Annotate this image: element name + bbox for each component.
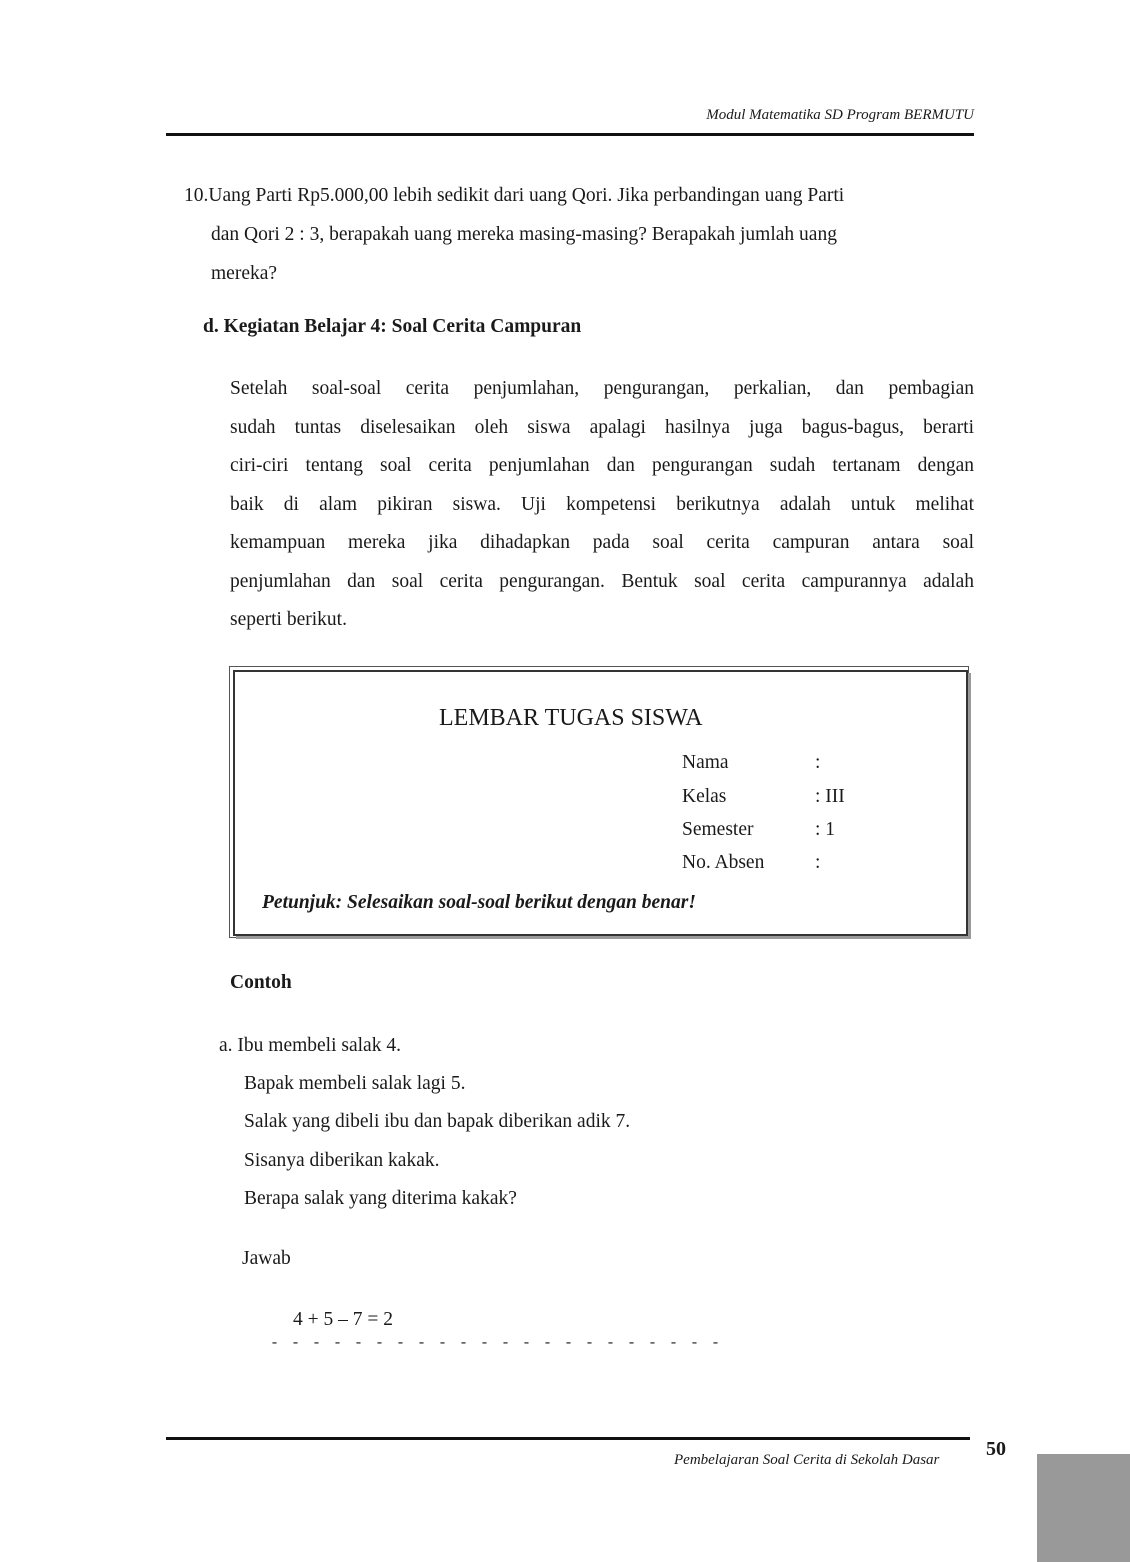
header-rule <box>166 133 974 136</box>
paragraph-line: baik di alam pikiran siswa. Uji kompetensi berikutnya adalah untuk melihat <box>230 493 974 515</box>
question-10 <box>184 176 844 293</box>
field-value: : 1 <box>815 819 836 840</box>
running-header: Modul Matematika SD Program BERMUTU <box>706 107 974 123</box>
field-kelas <box>682 786 845 808</box>
answer-dashes: - - - - - - - - - - - - - - - - - - - - - - <box>270 1335 722 1352</box>
page-edge-tab <box>1037 1454 1130 1562</box>
field-value: : <box>815 752 821 773</box>
problem-line: a. Ibu membeli salak 4. <box>219 1035 401 1056</box>
field-nama <box>682 752 820 774</box>
answer-equation: 4 + 5 – 7 = 2 <box>293 1309 393 1330</box>
page-number: 50 <box>986 1438 1006 1460</box>
question-10-line: 10.Uang Parti Rp5.000,00 lebih sedikit dari uang Qori. Jika perbandingan uang Parti <box>184 185 845 206</box>
example-heading: Contoh <box>230 972 292 993</box>
field-semester <box>682 819 835 841</box>
field-label: Semester <box>682 819 754 840</box>
paragraph-line: penjumlahan dan soal cerita pengurangan. Bentuk soal cerita campurannya adalah <box>230 570 974 592</box>
problem-line: Sisanya diberikan kakak. <box>244 1150 440 1171</box>
question-10-line: dan Qori 2 : 3, berapakah uang mereka masing-masing? Berapakah jumlah uang <box>211 224 837 245</box>
footer-rule <box>166 1437 970 1440</box>
paragraph-line: sudah tuntas diselesaikan oleh siswa apalagi hasilnya juga bagus-bagus, berarti <box>230 416 974 438</box>
paragraph-line: kemampuan mereka jika dihadapkan pada soal cerita campuran antara soal <box>230 532 974 553</box>
running-footer: Pembelajaran Soal Cerita di Sekolah Dasar <box>674 1452 940 1468</box>
problem-line: Berapa salak yang diterima kakak? <box>244 1188 517 1209</box>
field-label: Nama <box>682 752 729 773</box>
section-heading: d. Kegiatan Belajar 4: Soal Cerita Campuran <box>203 316 582 337</box>
field-label: Kelas <box>682 786 727 807</box>
problem-line: Bapak membeli salak lagi 5. <box>244 1073 466 1094</box>
paragraph-line: ciri-ciri tentang soal cerita penjumlahan dan pengurangan sudah tertanam dengan <box>230 455 974 476</box>
question-10-line: mereka? <box>211 263 278 284</box>
paragraph-line: seperti berikut. <box>230 609 347 630</box>
field-value: : <box>815 852 821 873</box>
worksheet-title: LEMBAR TUGAS SISWA <box>439 705 703 731</box>
worksheet-instruction: Petunjuk: Selesaikan soal-soal berikut dengan benar! <box>262 892 696 913</box>
problem-line: Salak yang dibeli ibu dan bapak diberikan adik 7. <box>244 1111 631 1132</box>
paragraph-line: Setelah soal-soal cerita penjumlahan, pengurangan, perkalian, dan pembagian <box>230 378 974 399</box>
field-no-absen <box>682 852 820 874</box>
field-value: : III <box>815 786 845 807</box>
field-label: No. Absen <box>682 852 765 873</box>
intro-paragraph <box>230 370 974 640</box>
answer-label: Jawab <box>242 1248 291 1269</box>
